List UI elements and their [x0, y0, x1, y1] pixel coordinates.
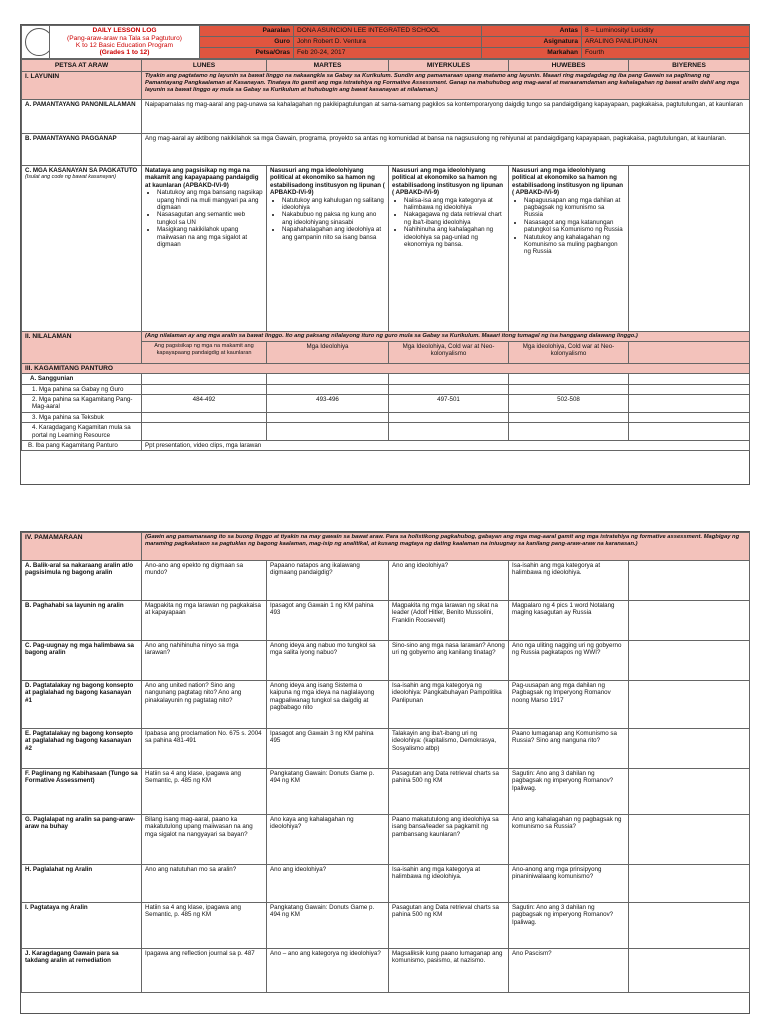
pamamaraan-cell: Isa-isahin ang mga kategorya at halimbawa ng ideolohiya. [389, 865, 509, 903]
guro-label: Guro [200, 37, 294, 48]
list-item: • Nasasagot ang mga katanungan patungkol sa Komunismo ng Russia [524, 219, 625, 234]
petsa-label: Petsa/Oras [200, 48, 294, 59]
pamamaraan-cell: Anong ideya ang isang Sistema o kaipuna ng mga ideya na naglalayong magpaliwanag tungkol sa daigdig at pagbabago nito [267, 681, 389, 729]
pamamaraan-cell: Isa-isahin ang mga kategorya at halimbawa ng ideolohiya. [509, 561, 629, 601]
nilalaman-label: II. NILALAMAN [22, 332, 142, 364]
pamamaraan-cell: Hatiin sa 4 ang klase, ipagawa ang Semantic, p. 485 ng KM [142, 903, 267, 949]
kagamitan-miyerkules: 497-501 [389, 395, 509, 413]
pamamaraan-label: IV. PAMAMARAAN [22, 533, 142, 561]
empty-cell [267, 423, 389, 441]
pamamaraan-cell: Ano Pascism? [509, 949, 629, 993]
pamamaraan-cell: Pasagutan ang Data retrieval charts sa pahina 500 ng KM [389, 903, 509, 949]
title-block [50, 26, 200, 59]
lesson-log-page-1 [20, 24, 750, 485]
empty-cell [509, 384, 629, 394]
pamamaraan-cell: Hatiin sa 4 ang klase, ipagawa ang Semantic, p. 485 ng KM [142, 769, 267, 815]
pangnilalaman-label: A. PAMANTAYANG PANGNILALAMAN [22, 100, 142, 134]
pamamaraan-cell: Pasagutan ang Data retrieval charts sa pahina 500 ng KM [389, 769, 509, 815]
pamamaraan-row-label: B. Paghahabi sa layunin ng aralin [22, 601, 142, 641]
paaralan-label: Paaralan [200, 26, 294, 37]
list-item: • Nakagagawa ng data retrieval chart ng iba't-ibang ideolohiya [404, 211, 505, 226]
empty-cell [509, 423, 629, 441]
kasanayan-martes-head: Nasusuri ang mga ideolohiyang political at ekonomiko sa hamon ng estabilisadong institusyon ng lipunan ( APBAKD-IVi-9) [270, 167, 385, 197]
day-miyerkules: MIYERKULES [389, 60, 509, 72]
empty-cell [509, 374, 629, 384]
layunin-label: I. LAYUNIN [22, 72, 142, 100]
pamamaraan-table [21, 532, 750, 993]
pamamaraan-cell: Sagutin: Ano ang 3 dahilan ng pagbagsak ng imperyong Romanov? Ipaliwag. [509, 903, 629, 949]
day-lunes: LUNES [142, 60, 267, 72]
kagamitan-label: III. KAGAMITANG PANTURO [22, 363, 750, 373]
nilalaman-miyerkules: Mga Ideolohiya, Cold war at Neo-kolonyalismo [389, 341, 509, 363]
pagganap-label: B. PAMANTAYANG PAGGANAP [22, 134, 142, 166]
pamamaraan-row-label: F. Paglinang ng Kabihasaan (Tungo sa Formative Assessment) [22, 769, 142, 815]
doc-subtitle: (Pang-araw-araw na Tala sa Pagtuturo) [67, 34, 182, 42]
empty-cell [629, 729, 750, 769]
pamamaraan-cell: Ano ang ideolohiya? [267, 865, 389, 903]
pamamaraan-row-label: E. Pagtatalakay ng bagong konsepto at paglalahad ng bagong kasanayan #2 [22, 729, 142, 769]
empty-cell [267, 374, 389, 384]
pagganap-text: Ang mag-aaral ay aktibong nakikilahok sa mga Gawain, programa, proyekto sa antas ng komunidad at bansa na nagsusulong ng rehiyunal at pandaigdigang kapayapaan, pagkakaisa, pagtutulungan, at kaunlaran. [142, 134, 750, 166]
list-item: • Napahahalagahan ang ideolohiya at ang gampanin nito sa isang bansa [282, 226, 385, 241]
table-row [22, 815, 750, 865]
asignatura-value: ARALING PANLIPUNAN [582, 37, 750, 48]
pamamaraan-cell: Ano kaya ang kahalagahan ng ideolohiya? [267, 815, 389, 865]
table-row [22, 949, 750, 993]
plan-table [21, 59, 750, 451]
list-item: • Napaguusapan ang mga dahilan at pagbagsak ng komunismo sa Russia [524, 197, 625, 219]
empty-cell [267, 412, 389, 422]
pamamaraan-cell: Isa-isahin ang mga kategorya ng ideolohiya: Pangkabuhayan Pampolitika Panlipunan [389, 681, 509, 729]
pamamaraan-cell: Ipasagot ang Gawain 1 ng KM pahina 493 [267, 601, 389, 641]
kagamitan-pahina-label: 2. Mga pahina sa Kagamitang Pang-Mag-aaral [22, 395, 142, 413]
table-row [22, 681, 750, 729]
kasanayan-huwebes-head: Nasusuri ang mga ideolohiyang political at ekonomiko sa hamon ng estabilisadong institusyon ng lipunan ( APBAKD-IVi-9) [512, 167, 624, 197]
nilalaman-martes: Mga Ideolohiya [267, 341, 389, 363]
empty-cell [509, 412, 629, 422]
sanggunian-label: A. Sanggunian [22, 374, 142, 384]
pamamaraan-cell: Ano-ano ang epekto ng digmaan sa mundo? [142, 561, 267, 601]
list-item: • Nakabubuo ng paksa ng kung ano ang ideolohiyang sinasabi [282, 211, 385, 226]
empty-cell [142, 374, 267, 384]
kasanayan-lunes-head: Natataya ang pagsisikap ng mga na makamit ang kapayapaang pandaigdig at kaunlaran (APBAKD-IVi-9) [145, 167, 259, 189]
pamamaraan-cell: Bilang isang mag-aaral, paano ka makatutulong upang maiiwasan na ang mga sigalot na nangyayari sa bayan? [142, 815, 267, 865]
pamamaraan-cell: Papaano natapos ang ikalawang digmaang pandaigdig? [267, 561, 389, 601]
empty-cell [629, 641, 750, 681]
list-item: • Nahihinuha ang kahalagahan ng ideolohiya sa pag-unlad ng ekonomiya ng bansa. [404, 226, 505, 248]
empty-cell [142, 423, 267, 441]
empty-cell [389, 423, 509, 441]
pamamaraan-row-label: D. Pagtatalakay ng bagong konsepto at paglalahad ng bagong kasanayan #1 [22, 681, 142, 729]
empty-cell [389, 384, 509, 394]
doc-program: K to 12 Basic Education Program [75, 42, 174, 49]
antas-label: Antas [482, 26, 582, 37]
kasanayan-lunes [142, 166, 267, 332]
empty-cell [629, 423, 750, 441]
empty-cell [267, 384, 389, 394]
kasanayan-miyerkules [389, 166, 509, 332]
empty-cell [389, 374, 509, 384]
kasanayan-sublabel: (Isulat ang code ng bawat kasanayan) [25, 174, 117, 181]
pamamaraan-cell: Paano makatutulong ang ideolohiya sa isang bansa/leader sa pagkamit ng pambansang kaunlaran? [389, 815, 509, 865]
iba-value: Ppt presentation, video clips, mga larawan [142, 441, 750, 451]
pamamaraan-cell: Pag-uusapan ang mga dahilan ng Pagbagsak ng Imperyong Romanov noong Marso 1917 [509, 681, 629, 729]
deped-logo-cell [22, 26, 50, 59]
nilalaman-lunes: Ang pagsisikap ng mga na makamit ang kapayapaang pandaigdig at kaunlaran [142, 341, 267, 363]
deped-seal-icon [25, 28, 50, 56]
pamamaraan-cell: Magpalaro ng 4 pics 1 word Notalang maging kasagutan ay Russia [509, 601, 629, 641]
empty-cell [629, 395, 750, 413]
pamamaraan-cell: Ano-anong ang mga prinsipyong pinaniniwalaang komunismo? [509, 865, 629, 903]
kagamitan-lunes: 484-492 [142, 395, 267, 413]
doc-grades: (Grades 1 to 12) [99, 49, 150, 57]
pamamaraan-cell: Ano – ano ang kategorya ng ideolohiya? [267, 949, 389, 993]
pamamaraan-cell: Magpakita ng mga larawan ng pagkakaisa at kapayapaan [142, 601, 267, 641]
paaralan-value: DONA ASUNCION LEE INTEGRATED SCHOOL [294, 26, 482, 37]
kasanayan-huwebes [509, 166, 629, 332]
day-martes: MARTES [267, 60, 389, 72]
pamamaraan-cell: Sagutin: Ano ang 3 dahilan ng pagbagsak ng imperyong Romanov? Ipaliwag. [509, 769, 629, 815]
empty-cell [629, 374, 750, 384]
markahan-label: Markahan [482, 48, 582, 59]
pamamaraan-cell: Ano ang nahihinuha ninyo sa mga larawan? [142, 641, 267, 681]
teksbuk-label: 3. Mga pahina sa Teksbuk [22, 412, 142, 422]
pamamaraan-cell: Sino-sino ang mga nasa larawan? Anong uri ng gobyerno ang kanilang tinatag? [389, 641, 509, 681]
list-item: • Nasasagutan ang semantic web tungkol sa UN [157, 211, 263, 226]
pamamaraan-cell: Ipagawa ang reflection journal sa p. 487 [142, 949, 267, 993]
karagdagang-label: 4. Karagdagang Kagamitan mula sa portal ng Learning Resource [22, 423, 142, 441]
kasanayan-label-cell [22, 166, 142, 332]
gabay-label: 1. Mga pahina sa Gabay ng Guro [22, 384, 142, 394]
table-row [22, 641, 750, 681]
table-row [22, 729, 750, 769]
empty-cell [629, 903, 750, 949]
empty-cell [142, 384, 267, 394]
day-huwebes: HUWEBES [509, 60, 629, 72]
days-row [22, 60, 750, 72]
pamamaraan-cell: Magsaliksik kung paano lumaganap ang komunismo, pasismo, at nazismo. [389, 949, 509, 993]
day-biyernes: BIYERNES [629, 60, 750, 72]
list-item: • Natutukoy ang mga bansang nagsikap upang hindi na muli mangyari pa ang digmaan [157, 189, 263, 211]
table-row [22, 561, 750, 601]
list-item: • Natutukoy ang kahulugan ng salitang ideolohiya [282, 197, 385, 212]
pamamaraan-cell: Ipasagot ang Gawain 3 ng KM pahina 495 [267, 729, 389, 769]
petsa-at-araw: PETSA AT ARAW [22, 60, 142, 72]
pangnilalaman-text: Naipapamalas ng mag-aaral ang pag-unawa sa kahalagahan ng pakikipagtulungan at sama-samang pagkilos sa kontemporaryong daigdig tungo sa pandaigdigang kapayapaan, pagkakaisa, pagtutulungan, at kaunlaran [142, 100, 750, 134]
kasanayan-miyerkules-head: Nasusuri ang mga ideolohiyang political at ekonomiko sa hamon ng estabilisadong institusyon ng lipunan ( APBAKD-IVi-9) [392, 167, 504, 197]
pamamaraan-cell: Anong ideya ang nabuo mo tungkol sa mga salita iyong nabuo? [267, 641, 389, 681]
nilalaman-biyernes [629, 341, 750, 363]
empty-cell [389, 412, 509, 422]
lesson-log-page-2 [20, 531, 750, 1014]
table-row [22, 865, 750, 903]
nilalaman-huwebes: Mga ideolohiya, Cold war at Neo-kolonyalismo [509, 341, 629, 363]
doc-title: DAILY LESSON LOG [92, 27, 157, 35]
pamamaraan-cell: Magpakita ng mga larawan ng sikat na leader (Adolf Hitler, Benito Mussolini, Franklin Roosevelt) [389, 601, 509, 641]
antas-value: 8 – Luminosity/ Lucidity [582, 26, 750, 37]
pamamaraan-cell: Paano lumaganap ang Komunismo sa Russia? Sino ang nanguna rito? [509, 729, 629, 769]
petsa-value: Feb 20-24, 2017 [294, 48, 482, 59]
kasanayan-label: C. MGA KASANAYAN SA PAGKATUTO [25, 167, 138, 174]
pamamaraan-rows [22, 561, 750, 993]
pamamaraan-row-label: A. Balik-aral sa nakaraang aralin at/o pagsisimula ng bagong aralin [22, 561, 142, 601]
kagamitan-huwebes: 502-508 [509, 395, 629, 413]
empty-cell [629, 681, 750, 729]
empty-cell [142, 412, 267, 422]
empty-cell [629, 949, 750, 993]
list-item: • Masigkang nakikilahok upang maiiwasan na ang mga sigalot at digmaan [157, 226, 263, 248]
empty-cell [629, 769, 750, 815]
list-item: • Naiisa-isa ang mga kategorya at halimbawa ng ideolohiya [404, 197, 505, 212]
pamamaraan-cell: Ano ang kahalagahan ng pagbagsak ng komunismo sa Russia? [509, 815, 629, 865]
pamamaraan-cell: Ano ang united nation? Sino ang nangunang pagtatag nito? Ano ang pinakalayunin ng pagtatag nito? [142, 681, 267, 729]
pamamaraan-row-label: G. Paglalapat ng aralin sa pang-araw-araw na buhay [22, 815, 142, 865]
kasanayan-martes [267, 166, 389, 332]
pamamaraan-cell: Ano nga uliting nagging uri ng gobyerno ng Russia pagkatapos ng WWI? [509, 641, 629, 681]
empty-cell [629, 561, 750, 601]
table-row [22, 601, 750, 641]
iba-label: B. Iba pang Kagamitang Panturo [22, 441, 142, 451]
markahan-value: Fourth [582, 48, 750, 59]
pamamaraan-row-label: C. Pag-uugnay ng mga halimbawa sa bagong aralin [22, 641, 142, 681]
pamamaraan-row-label: H. Paglalahat ng Aralin [22, 865, 142, 903]
pamamaraan-cell: Pangkatang Gawain: Donuts Game p. 494 ng KM [267, 769, 389, 815]
list-item: • Natutukoy ang kahalagahan ng Komunismo sa muling pagbangon ng Russia [524, 234, 625, 256]
pamamaraan-row-label: J. Karagdagang Gawain para sa takdang aralin at remediation [22, 949, 142, 993]
kasanayan-biyernes [629, 166, 750, 332]
empty-cell [629, 865, 750, 903]
guro-value: John Robert D. Ventura [294, 37, 482, 48]
empty-cell [629, 601, 750, 641]
pamamaraan-note: (Gawin ang pamamaraang ito sa buong linggo at tiyakin na may gawain sa bawat araw. Para sa holistikong pagkahubog, gabayan ang mga mag-aaral gamit ang mga istratehiya ng formative assessment. Magbigay ng maraming pagkakataon sa pagtuklas ng bagong kaalaman, mag-isip ng analitikal, at kusang magtaya ng dating kaalaman na iniuugnay sa kanilang pang-araw-araw na karanasan.) [142, 533, 750, 561]
pamamaraan-cell: Talakayin ang iba't-ibang uri ng ideolohiya: (kapitalismo, Demokrasya, Sosyalismo atbp) [389, 729, 509, 769]
pamamaraan-cell: Ano ang ideolohiya? [389, 561, 509, 601]
pamamaraan-cell: Ano ang natutuhan mo sa aralin? [142, 865, 267, 903]
empty-cell [629, 815, 750, 865]
header-table [21, 25, 750, 59]
table-row [22, 769, 750, 815]
kagamitan-martes: 493-496 [267, 395, 389, 413]
nilalaman-note: (Ang nilalaman ay ang mga aralin sa bawat linggo. Ito ang paksang nilalayong ituro ng guro mula sa Gabay sa Kurikulum. Maaari itong tumagal ng isa hanggang dalawang linggo.) [142, 332, 750, 342]
table-row [22, 903, 750, 949]
empty-cell [629, 384, 750, 394]
layunin-text: Tiyakin ang pagtatamo ng layunin sa bawat linggo na nakaangkla sa Gabay sa Kurikulum. Sundin ang pamamaraan upang matamo ang layunin. Maaari ring magdagdag ng iba pang Gawain sa paglinang ng Pamantayang Pangkaalaman at Kasanayan. Tinataya ito gamit ang mga istratehiya ng Formative Assessment. Ganap na mahuhubog ang mag-aaral at maraaramdaman ang kahalagahan ng bawat aralin dahil ang mga layunin sa bawat linggo ay mula sa Gabay sa Kurikulum at huhubugin ang bawat kasanayan at nilalaman.) [142, 72, 750, 100]
empty-cell [629, 412, 750, 422]
asignatura-label: Asignatura [482, 37, 582, 48]
pamamaraan-cell: Pangkatang Gawain: Donuts Game p. 494 ng KM [267, 903, 389, 949]
pamamaraan-cell: Ipabasa ang proclamation No. 675 s. 2004 sa pahina 481-491 [142, 729, 267, 769]
pamamaraan-row-label: I. Pagtataya ng Aralin [22, 903, 142, 949]
